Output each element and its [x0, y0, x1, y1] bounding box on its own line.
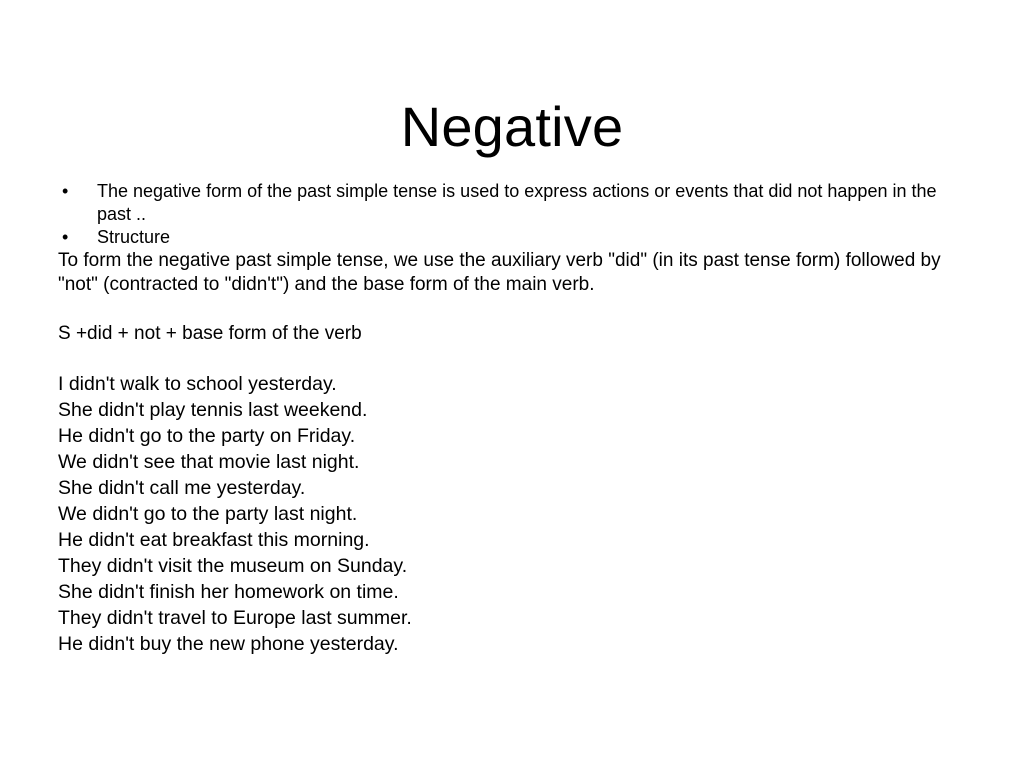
- structure-formula: S +did + not + base form of the verb: [58, 323, 362, 344]
- bullet-point-icon: •: [62, 181, 69, 201]
- list-item: She didn't finish her homework on time.: [58, 581, 399, 603]
- list-item: He didn't buy the new phone yesterday.: [58, 633, 399, 655]
- list-item: He didn't go to the party on Friday.: [58, 425, 356, 447]
- list-item: They didn't travel to Europe last summer.: [58, 607, 412, 629]
- formula-spacer: [58, 346, 968, 371]
- list-item: She didn't call me yesterday.: [58, 477, 306, 499]
- list-item: We didn't go to the party last night.: [58, 503, 358, 525]
- structure-paragraph: To form the negative past simple tense, we use the auxiliary verb "did" (in its past tense form) followed by "not" (contracted to "didn't") and the base form of the main verb.: [58, 250, 941, 295]
- list-item: We didn't see that movie last night.: [58, 451, 360, 473]
- list-item: [58, 180, 968, 226]
- list-item: They didn't visit the museum on Sunday.: [58, 555, 408, 577]
- slide-body: [58, 180, 968, 657]
- page-title: Negative: [400, 94, 624, 158]
- example-sentence-list: [58, 371, 968, 657]
- list-item-label: Structure: [97, 227, 171, 247]
- paragraph-spacer: [58, 296, 968, 321]
- list-item-label: The negative form of the past simple tense is used to express actions or events that did not happen in the past ..: [97, 181, 937, 224]
- bullet-point-icon: •: [62, 227, 69, 247]
- list-item: He didn't eat breakfast this morning.: [58, 529, 370, 551]
- bullet-list: [58, 180, 968, 249]
- list-item: She didn't play tennis last weekend.: [58, 399, 368, 421]
- list-item: I didn't walk to school yesterday.: [58, 373, 337, 395]
- list-item: [58, 226, 968, 249]
